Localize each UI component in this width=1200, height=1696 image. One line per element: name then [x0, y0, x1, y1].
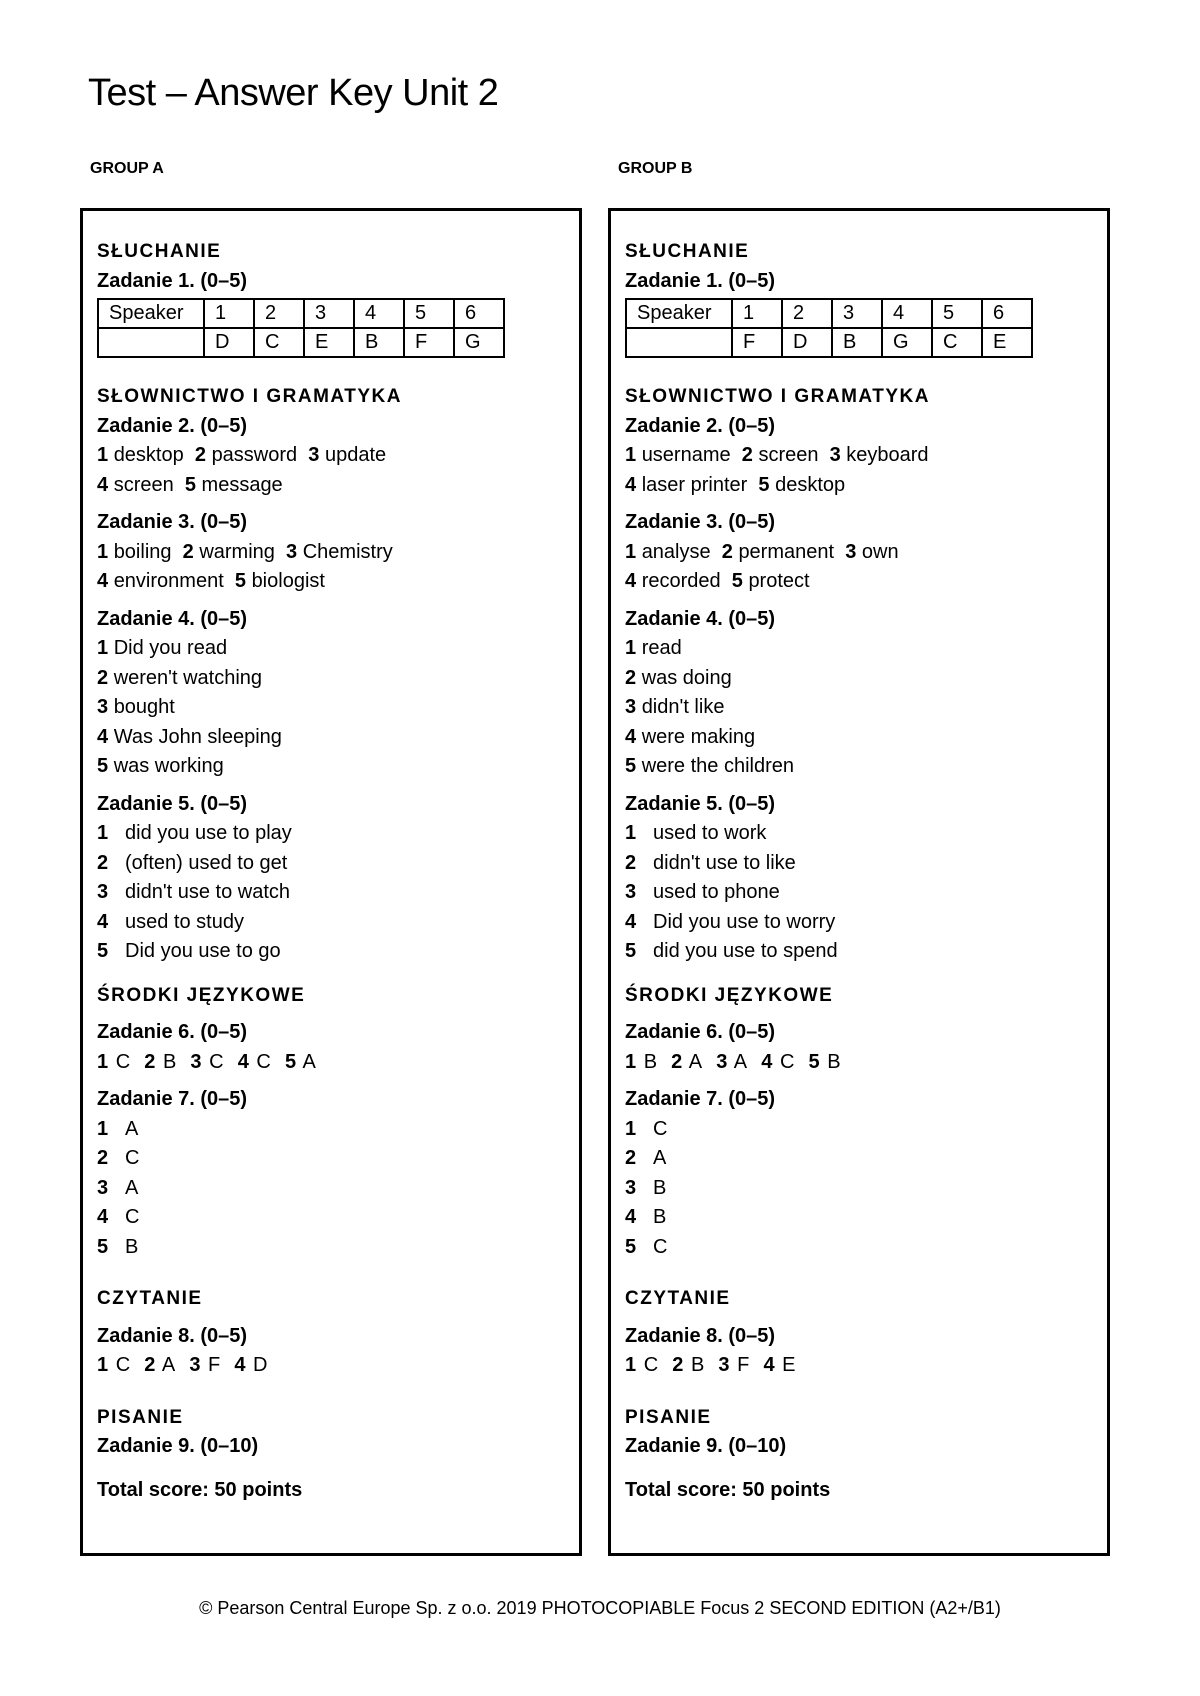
- item-number: 2: [625, 1147, 637, 1169]
- item-number: 3: [286, 540, 298, 563]
- list-item: [625, 693, 1093, 723]
- list-item: [97, 1233, 565, 1263]
- item-number: 4: [761, 1050, 774, 1073]
- item-number: 5: [97, 1235, 109, 1258]
- answer: message: [201, 473, 283, 496]
- answer: C: [779, 1050, 796, 1073]
- item-number: 1: [97, 1117, 109, 1140]
- list-item: [97, 937, 565, 967]
- item-number: 5: [234, 570, 246, 592]
- task-4-title: Zadanie 4. (0–5): [625, 607, 776, 630]
- table-cell: D: [782, 328, 832, 357]
- page-title: Test – Answer Key Unit 2: [88, 72, 499, 114]
- list-item: [625, 723, 1093, 753]
- item-number: 1: [97, 637, 109, 659]
- item-number: 2: [97, 851, 109, 874]
- task-9-title: Zadanie 9. (0–10): [97, 1435, 259, 1457]
- answer: boiling: [113, 540, 172, 563]
- item-number: 4: [97, 725, 109, 748]
- answer: C: [115, 1050, 132, 1073]
- item-number: 5: [625, 1235, 637, 1258]
- table-cell: Speaker: [98, 299, 204, 328]
- answer: recorded: [641, 570, 721, 592]
- task-2-answers-line-2: [97, 471, 565, 501]
- item-number: 1: [97, 822, 109, 844]
- item-number: 1: [625, 637, 637, 659]
- answer: A: [125, 1117, 139, 1140]
- task-5-title: Zadanie 5. (0–5): [97, 792, 248, 815]
- item-number: 2: [671, 1050, 684, 1073]
- answer: A: [161, 1354, 177, 1376]
- item-number: 3: [189, 1354, 202, 1376]
- task-4-title: Zadanie 4. (0–5): [97, 607, 248, 630]
- item-number: 3: [625, 696, 637, 718]
- answer: was working: [113, 755, 224, 777]
- item-number: 3: [625, 881, 637, 903]
- table-cell: 4: [354, 299, 404, 328]
- table-cell: [626, 328, 732, 357]
- answer: was doing: [641, 666, 732, 689]
- task-3-answers-line-2: [97, 567, 565, 597]
- answer: used to phone: [653, 881, 780, 903]
- item-number: 4: [234, 1354, 247, 1376]
- item-number: 1: [97, 1354, 110, 1376]
- item-number: 4: [237, 1050, 250, 1073]
- group-a-panel: [80, 208, 582, 1556]
- answer: Did you use to go: [125, 940, 281, 962]
- section-writing: PISANIE: [625, 1406, 712, 1428]
- item-number: 3: [190, 1050, 203, 1073]
- answer: analyse: [641, 540, 711, 563]
- answer: protect: [748, 570, 810, 592]
- item-number: 3: [308, 444, 320, 466]
- task-2-title: Zadanie 2. (0–5): [625, 414, 776, 437]
- answer: A: [653, 1147, 667, 1169]
- list-item: [625, 1203, 1093, 1233]
- task-2-answers-line-1: [97, 441, 565, 471]
- section-reading: CZYTANIE: [97, 1288, 203, 1309]
- answer: read: [641, 637, 682, 659]
- list-item: [97, 908, 565, 938]
- task-6-title: Zadanie 6. (0–5): [625, 1021, 776, 1043]
- list-item: [625, 634, 1093, 664]
- task-7-title: Zadanie 7. (0–5): [97, 1088, 248, 1110]
- table-cell: 2: [782, 299, 832, 328]
- answer: Chemistry: [302, 540, 393, 563]
- list-item: [625, 849, 1093, 879]
- task-5-title: Zadanie 5. (0–5): [625, 792, 776, 815]
- section-vocabulary: SŁOWNICTWO I GRAMATYKA: [97, 386, 402, 407]
- table-cell: B: [354, 328, 404, 357]
- answer: C: [209, 1050, 225, 1073]
- task-6-title: Zadanie 6. (0–5): [97, 1021, 248, 1043]
- answer: F: [208, 1354, 222, 1376]
- answer: biologist: [251, 570, 325, 592]
- table-cell: F: [732, 328, 782, 357]
- table-cell: C: [254, 328, 304, 357]
- list-item: [625, 664, 1093, 694]
- task-8-title: Zadanie 8. (0–5): [97, 1324, 248, 1347]
- list-item: [625, 878, 1093, 908]
- item-number: 1: [625, 444, 637, 466]
- item-number: 1: [97, 444, 109, 466]
- task-3-answers-line-2: [625, 567, 1093, 597]
- answer: laser printer: [641, 473, 748, 496]
- item-number: 3: [97, 881, 109, 903]
- item-number: 5: [97, 940, 109, 962]
- section-listening: SŁUCHANIE: [97, 241, 222, 262]
- table-cell: G: [454, 328, 504, 357]
- item-number: 3: [829, 444, 841, 466]
- answer: C: [125, 1206, 140, 1228]
- item-number: 4: [97, 473, 109, 496]
- table-cell: 3: [832, 299, 882, 328]
- list-item: [97, 1144, 565, 1174]
- table-cell: 2: [254, 299, 304, 328]
- group-b-panel: [608, 208, 1110, 1556]
- item-number: 1: [625, 1354, 638, 1376]
- answer: used to work: [653, 822, 767, 844]
- speaker-table-answer-row: [98, 328, 504, 357]
- list-item: [97, 1115, 565, 1145]
- total-score: Total score: 50 points: [97, 1478, 303, 1501]
- speaker-table-header-row: [626, 299, 1032, 328]
- answer: were the children: [641, 755, 794, 777]
- list-item: [97, 664, 565, 694]
- answer: update: [324, 444, 387, 466]
- answer: C: [653, 1117, 668, 1140]
- answer: A: [125, 1176, 139, 1199]
- answer: didn't use to like: [653, 851, 796, 874]
- item-number: 5: [625, 940, 637, 962]
- task-7-title: Zadanie 7. (0–5): [625, 1088, 776, 1110]
- item-number: 1: [625, 1117, 637, 1140]
- answer: Did you read: [113, 637, 228, 659]
- item-number: 5: [731, 570, 743, 592]
- answer: used to study: [125, 910, 244, 933]
- item-number: 5: [97, 755, 109, 777]
- task-2-answers-line-1: [625, 441, 1093, 471]
- item-number: 2: [97, 1147, 109, 1169]
- item-number: 3: [97, 696, 109, 718]
- speaker-table-answer-row: [626, 328, 1032, 357]
- section-language: ŚRODKI JĘZYKOWE: [97, 984, 306, 1006]
- answer: bought: [113, 696, 175, 718]
- table-cell: E: [304, 328, 354, 357]
- answer: E: [782, 1354, 797, 1376]
- task-3-answers-line-1: [97, 538, 565, 568]
- answer: B: [643, 1050, 659, 1073]
- item-number: 2: [144, 1354, 157, 1376]
- answer: B: [653, 1176, 667, 1199]
- answer: did you use to spend: [653, 940, 838, 962]
- section-listening: SŁUCHANIE: [625, 241, 750, 262]
- task-1-title: Zadanie 1. (0–5): [625, 269, 776, 292]
- item-number: 3: [718, 1354, 731, 1376]
- list-item: [97, 693, 565, 723]
- table-cell: B: [832, 328, 882, 357]
- item-number: 2: [625, 851, 637, 874]
- task-8-title: Zadanie 8. (0–5): [625, 1324, 776, 1347]
- answer: didn't use to watch: [125, 881, 291, 903]
- item-number: 3: [97, 1176, 109, 1199]
- task-2-answers-line-2: [625, 471, 1093, 501]
- table-cell: Speaker: [626, 299, 732, 328]
- item-number: 3: [625, 1176, 637, 1199]
- task-1-title: Zadanie 1. (0–5): [97, 269, 248, 292]
- task-3-title: Zadanie 3. (0–5): [97, 511, 248, 533]
- answer: username: [641, 444, 731, 466]
- item-number: 2: [182, 540, 194, 563]
- answer: desktop: [775, 473, 846, 496]
- task-6-answers: [625, 1048, 1093, 1078]
- answer: Was John sleeping: [113, 725, 282, 748]
- list-item: [625, 1174, 1093, 1204]
- item-number: 2: [97, 666, 109, 689]
- answer: C: [653, 1235, 668, 1258]
- item-number: 4: [97, 910, 109, 933]
- item-number: 4: [97, 570, 109, 592]
- answer: warming: [199, 540, 275, 563]
- answer: keyboard: [846, 444, 929, 466]
- answer: C: [125, 1147, 140, 1169]
- table-cell: D: [204, 328, 254, 357]
- list-item: [97, 752, 565, 782]
- table-cell: 1: [732, 299, 782, 328]
- list-item: [97, 819, 565, 849]
- item-number: 1: [625, 822, 637, 844]
- list-item: [97, 1174, 565, 1204]
- answer: C: [256, 1050, 272, 1073]
- answer: A: [733, 1050, 749, 1073]
- group-b-label: GROUP B: [618, 160, 693, 177]
- answer: A: [302, 1050, 317, 1073]
- table-cell: F: [404, 328, 454, 357]
- item-number: 1: [97, 540, 109, 563]
- item-number: 4: [625, 1206, 637, 1228]
- speaker-table: [625, 298, 1033, 358]
- section-reading: CZYTANIE: [625, 1288, 731, 1309]
- list-item: [97, 634, 565, 664]
- answer: were making: [641, 725, 756, 748]
- answer: password: [211, 444, 298, 466]
- table-cell: 4: [882, 299, 932, 328]
- answer: screen: [113, 473, 174, 496]
- item-number: 3: [716, 1050, 729, 1073]
- table-cell: C: [932, 328, 982, 357]
- item-number: 4: [625, 473, 637, 496]
- answer: did you use to play: [125, 822, 292, 844]
- item-number: 2: [741, 444, 753, 466]
- item-number: 5: [808, 1050, 821, 1073]
- list-item: [625, 908, 1093, 938]
- list-item: [97, 1203, 565, 1233]
- answer: Did you use to worry: [653, 910, 836, 933]
- answer: B: [690, 1354, 706, 1376]
- total-score: Total score: 50 points: [625, 1478, 831, 1501]
- section-vocabulary: SŁOWNICTWO I GRAMATYKA: [625, 386, 930, 407]
- item-number: 5: [284, 1050, 298, 1073]
- table-cell: G: [882, 328, 932, 357]
- table-cell: 6: [982, 299, 1032, 328]
- item-number: 2: [144, 1050, 157, 1073]
- item-number: 4: [625, 725, 637, 748]
- answer: B: [653, 1206, 667, 1228]
- item-number: 1: [625, 1050, 638, 1073]
- list-item: [97, 878, 565, 908]
- item-number: 1: [97, 1050, 110, 1073]
- item-number: 2: [194, 444, 206, 466]
- task-2-title: Zadanie 2. (0–5): [97, 414, 248, 437]
- answer: B: [827, 1050, 842, 1073]
- answer: permanent: [738, 540, 835, 563]
- task-8-answers: [97, 1351, 565, 1381]
- task-3-answers-line-1: [625, 538, 1093, 568]
- table-cell: E: [982, 328, 1032, 357]
- list-item: [625, 1233, 1093, 1263]
- item-number: 1: [625, 540, 637, 563]
- answer: didn't like: [641, 696, 725, 718]
- answer: B: [162, 1050, 178, 1073]
- answer: C: [115, 1354, 132, 1376]
- item-number: 2: [721, 540, 733, 563]
- table-cell: 5: [932, 299, 982, 328]
- section-writing: PISANIE: [97, 1406, 184, 1428]
- item-number: 5: [758, 473, 770, 496]
- answer: own: [861, 540, 899, 563]
- list-item: [625, 752, 1093, 782]
- speaker-table-header-row: [98, 299, 504, 328]
- list-item: [625, 819, 1093, 849]
- answer: A: [688, 1050, 704, 1073]
- table-cell: [98, 328, 204, 357]
- answer: C: [643, 1354, 660, 1376]
- task-9-title: Zadanie 9. (0–10): [625, 1435, 787, 1457]
- item-number: 4: [625, 910, 637, 933]
- answer: D: [253, 1354, 269, 1376]
- list-item: [97, 723, 565, 753]
- task-3-title: Zadanie 3. (0–5): [625, 511, 776, 533]
- item-number: 5: [184, 473, 196, 496]
- item-number: 3: [845, 540, 857, 563]
- table-cell: 3: [304, 299, 354, 328]
- item-number: 2: [625, 666, 637, 689]
- section-language: ŚRODKI JĘZYKOWE: [625, 984, 834, 1006]
- footer: © Pearson Central Europe Sp. z o.o. 2019 PHOTOCOPIABLE Focus 2 SECOND EDITION (A2+/B1): [199, 1598, 1001, 1618]
- item-number: 4: [625, 570, 637, 592]
- answer: weren't watching: [113, 666, 263, 689]
- group-a-label: GROUP A: [90, 160, 164, 177]
- item-number: 2: [672, 1354, 685, 1376]
- list-item: [625, 1115, 1093, 1145]
- list-item: [97, 849, 565, 879]
- task-6-answers: [97, 1048, 565, 1078]
- answer: B: [125, 1235, 139, 1258]
- item-number: 5: [625, 755, 637, 777]
- answer: environment: [113, 570, 224, 592]
- list-item: [625, 937, 1093, 967]
- answer: F: [737, 1354, 751, 1376]
- table-cell: 6: [454, 299, 504, 328]
- list-item: [625, 1144, 1093, 1174]
- table-cell: 1: [204, 299, 254, 328]
- answer: screen: [758, 444, 819, 466]
- answer: desktop: [113, 444, 184, 466]
- task-8-answers: [625, 1351, 1093, 1381]
- table-cell: 5: [404, 299, 454, 328]
- item-number: 4: [97, 1206, 109, 1228]
- answer: (often) used to get: [125, 851, 288, 874]
- speaker-table: [97, 298, 505, 358]
- item-number: 4: [763, 1354, 776, 1376]
